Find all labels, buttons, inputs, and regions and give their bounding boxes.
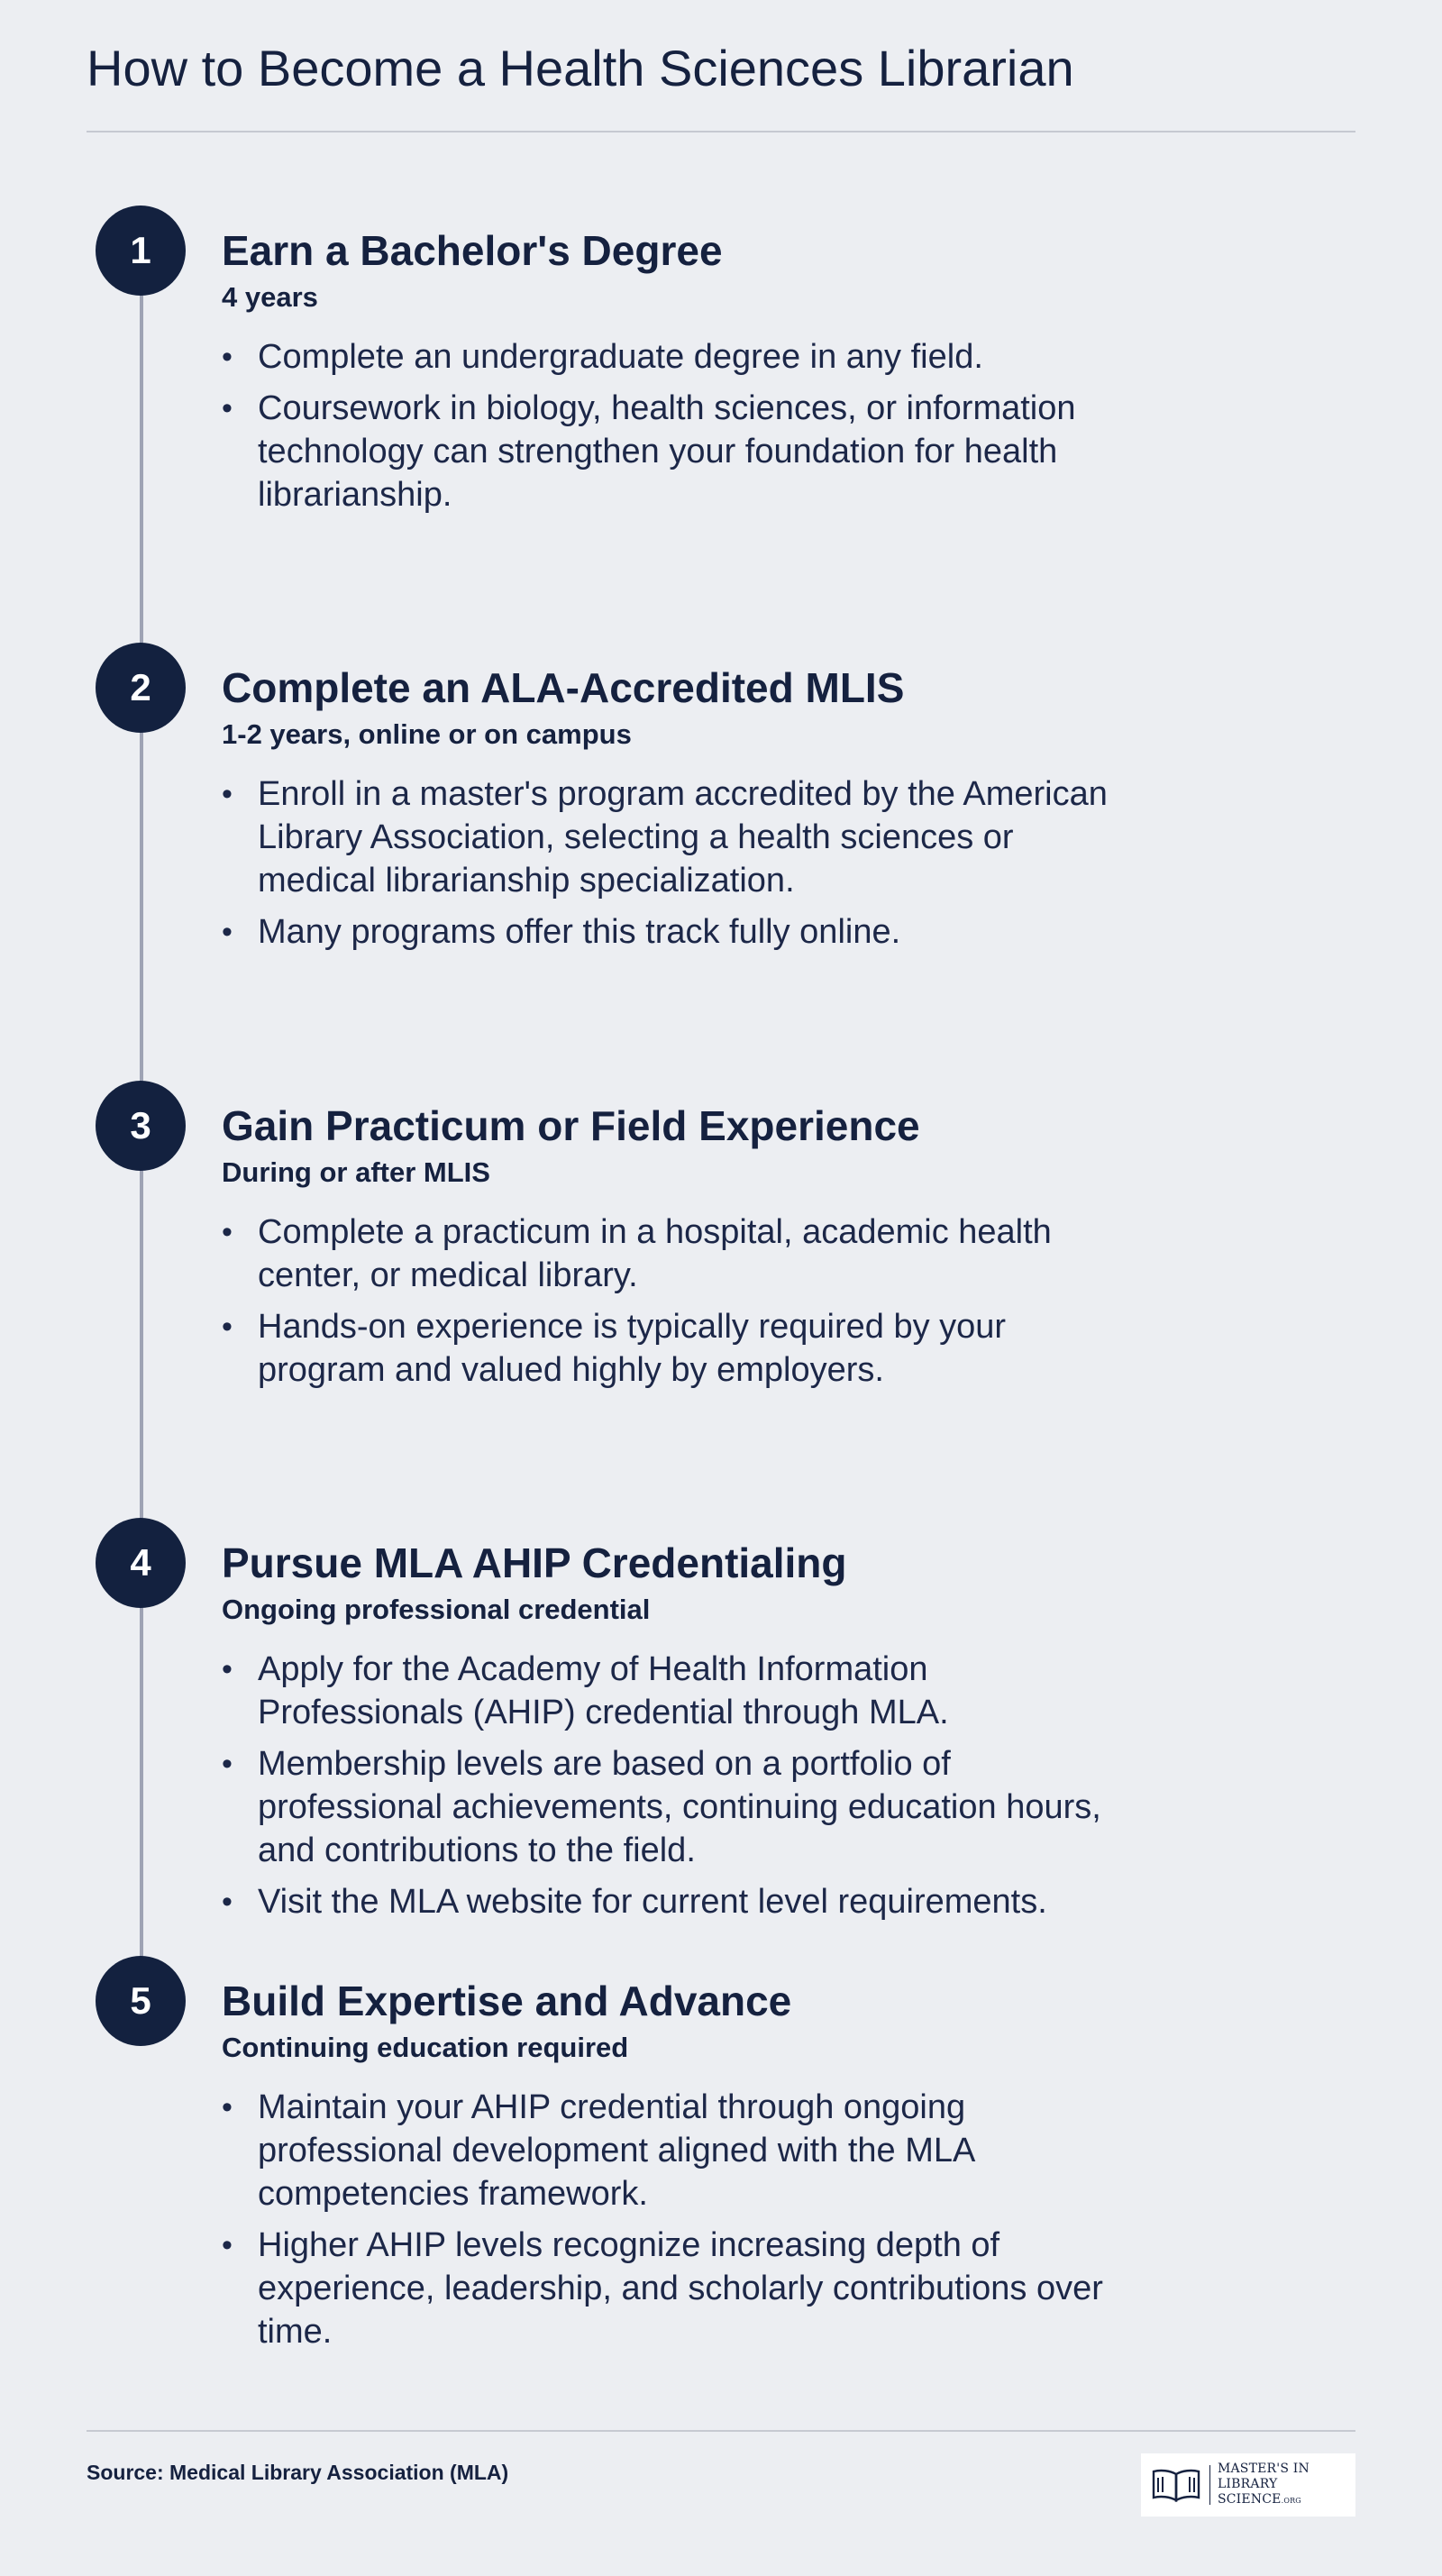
footer-divider <box>87 2430 1355 2432</box>
bullet-item: • Complete a practicum in a hospital, academic health center, or medical library. <box>222 1210 1123 1297</box>
bullet-item: • Apply for the Academy of Health Information Professionals (AHIP) credential through MLA. <box>222 1648 1123 1734</box>
step-bullets <box>222 2086 1123 2353</box>
step-number-badge: 4 <box>96 1518 186 1608</box>
step-bullets <box>222 772 1123 954</box>
step-content <box>222 1538 1123 1932</box>
logo-line-2-text: LIBRARY SCIENCE <box>1217 2477 1282 2507</box>
step-content <box>222 1976 1123 2361</box>
step-content <box>222 1101 1123 1400</box>
logo-wordmark <box>1218 2462 1355 2508</box>
page-title: How to Become a Health Sciences Librarian <box>87 40 1074 96</box>
step-duration: 4 years <box>222 281 318 313</box>
step-duration: During or after MLIS <box>222 1156 490 1188</box>
step-duration: Continuing education required <box>222 2032 629 2063</box>
bullet-item: • Visit the MLA website for current level requirements. <box>222 1880 1123 1923</box>
step-title: Build Expertise and Advance <box>222 1978 792 2024</box>
step-duration: Ongoing professional credential <box>222 1594 651 1625</box>
step-title: Gain Practicum or Field Experience <box>222 1102 920 1149</box>
site-logo <box>1141 2453 1355 2517</box>
logo-divider <box>1209 2465 1210 2505</box>
logo-suffix: .ORG <box>1281 2497 1301 2505</box>
step-number-badge: 3 <box>96 1081 186 1171</box>
step-content <box>222 225 1123 525</box>
step-bullets <box>222 335 1123 516</box>
step-content <box>222 662 1123 962</box>
source-citation: Source: Medical Library Association (MLA) <box>87 2461 509 2484</box>
step-number-badge: 5 <box>96 1956 186 2046</box>
bullet-item: • Enroll in a master's program accredited by the American Library Association, selecting a health sciences or medical librarianship specialization. <box>222 772 1123 902</box>
bullet-item: • Higher AHIP levels recognize increasing depth of experience, leadership, and scholarly contributions over time. <box>222 2224 1123 2353</box>
step-number-badge: 1 <box>96 206 186 296</box>
bullet-item: • Hands-on experience is typically required by your program and valued highly by employers. <box>222 1305 1123 1392</box>
step-title: Pursue MLA AHIP Credentialing <box>222 1539 847 1586</box>
step-title: Complete an ALA-Accredited MLIS <box>222 664 905 711</box>
bullet-item: • Many programs offer this track fully online. <box>222 910 1123 954</box>
step-duration: 1-2 years, online or on campus <box>222 718 632 750</box>
step-title: Earn a Bachelor's Degree <box>222 227 723 274</box>
bullet-item: • Coursework in biology, health sciences, or information technology can strengthen your foundation for health librarianship. <box>222 387 1123 516</box>
logo-line-1: MASTER'S IN <box>1217 2462 1310 2476</box>
step-bullets <box>222 1648 1123 1923</box>
step-bullets <box>222 1210 1123 1392</box>
bullet-item: • Maintain your AHIP credential through ongoing professional development aligned with the MLA competencies framework. <box>222 2086 1123 2215</box>
step-number-badge: 2 <box>96 643 186 733</box>
bullet-item: • Membership levels are based on a portfolio of professional achievements, continuing education hours, and contributions to the field. <box>222 1742 1123 1872</box>
open-book-icon <box>1150 2467 1202 2503</box>
logo-line-2 <box>1218 2477 1355 2508</box>
bullet-item: • Complete an undergraduate degree in any field. <box>222 335 1123 379</box>
header-divider <box>87 131 1355 132</box>
